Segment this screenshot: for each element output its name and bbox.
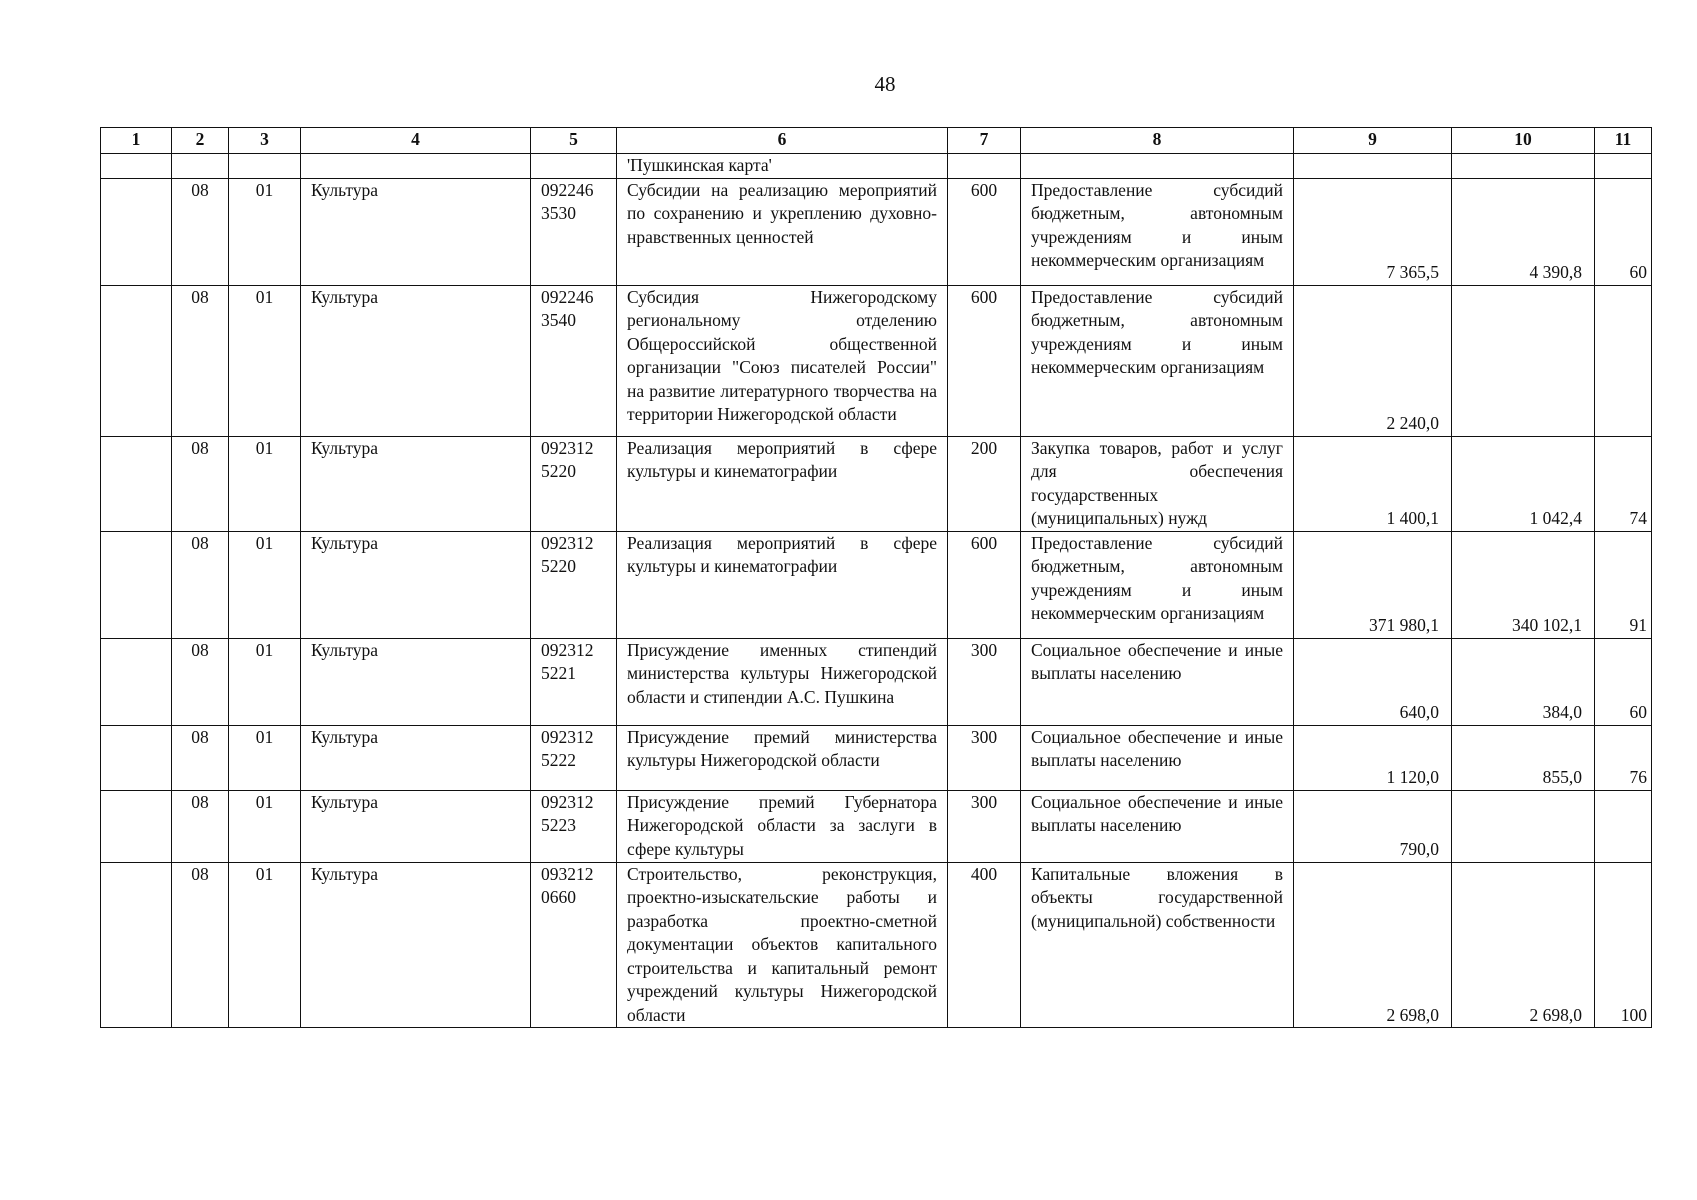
cell-col1 [101, 436, 172, 531]
planned-amount: 371 980,1 [1294, 531, 1452, 638]
expense-type-name: Предоставление субсидий бюджетным, автономным учреждениям и иным некоммерческим организациям [1021, 285, 1294, 436]
section-name: Культура [301, 725, 531, 790]
column-header: 5 [531, 128, 617, 154]
expense-name: Строительство, реконструкция, проектно-изыскательские работы и разработка проектно-сметной документации объектов капитального строительства и капитальный ремонт учреждений культуры Нижегородской области [617, 862, 948, 1028]
subsection-code: 01 [229, 790, 301, 862]
expense-type-name: Капитальные вложения в объекты государственной (муниципальной) собственности [1021, 862, 1294, 1028]
planned-amount: 640,0 [1294, 638, 1452, 725]
expense-type-name: Предоставление субсидий бюджетным, автономным учреждениям и иным некоммерческим организациям [1021, 178, 1294, 285]
target-article-code: 092312 5220 [531, 531, 617, 638]
column-header: 1 [101, 128, 172, 154]
page-number: 48 [874, 72, 896, 96]
column-header: 11 [1595, 128, 1652, 154]
expense-type-name: Социальное обеспечение и иные выплаты населению [1021, 638, 1294, 725]
budget-table [100, 127, 1652, 1028]
expense-type-code: 200 [948, 436, 1021, 531]
section-name: Культура [301, 862, 531, 1028]
planned-amount: 1 120,0 [1294, 725, 1452, 790]
executed-amount: 1 042,4 [1452, 436, 1595, 531]
column-number-row [101, 128, 1652, 154]
table-row [101, 862, 1652, 1028]
table-row [101, 285, 1652, 436]
table-row [101, 638, 1652, 725]
expense-type-code: 300 [948, 638, 1021, 725]
subsection-code: 01 [229, 725, 301, 790]
execution-percent: 74 [1595, 436, 1652, 531]
execution-percent: 76 [1595, 725, 1652, 790]
expense-type-code: 300 [948, 725, 1021, 790]
target-article-code: 092312 5223 [531, 790, 617, 862]
expense-name: Реализация мероприятий в сфере культуры и кинематографии [617, 436, 948, 531]
cell-col1 [101, 725, 172, 790]
table-row [101, 790, 1652, 862]
section-code: 08 [172, 285, 229, 436]
expense-type-code: 400 [948, 862, 1021, 1028]
section-name: Культура [301, 531, 531, 638]
continuation-text: 'Пушкинская карта' [617, 154, 948, 179]
table-row [101, 725, 1652, 790]
section-name: Культура [301, 638, 531, 725]
section-code: 08 [172, 862, 229, 1028]
execution-percent: 60 [1595, 178, 1652, 285]
planned-amount: 7 365,5 [1294, 178, 1452, 285]
column-header: 4 [301, 128, 531, 154]
expense-type-code: 600 [948, 531, 1021, 638]
column-header: 2 [172, 128, 229, 154]
expense-name: Присуждение премий министерства культуры Нижегородской области [617, 725, 948, 790]
expense-type-code: 300 [948, 790, 1021, 862]
cell-col1 [101, 638, 172, 725]
section-code: 08 [172, 790, 229, 862]
executed-amount [1452, 790, 1595, 862]
column-header: 6 [617, 128, 948, 154]
executed-amount: 855,0 [1452, 725, 1595, 790]
expense-type-code: 600 [948, 178, 1021, 285]
executed-amount: 384,0 [1452, 638, 1595, 725]
expense-type-name: Закупка товаров, работ и услуг для обеспечения государственных (муниципальных) нужд [1021, 436, 1294, 531]
cell-col1 [101, 790, 172, 862]
section-code: 08 [172, 725, 229, 790]
table-row [101, 436, 1652, 531]
cell-col1 [101, 285, 172, 436]
executed-amount: 340 102,1 [1452, 531, 1595, 638]
section-code: 08 [172, 178, 229, 285]
cell-col1 [101, 178, 172, 285]
subsection-code: 01 [229, 531, 301, 638]
subsection-code: 01 [229, 285, 301, 436]
section-name: Культура [301, 436, 531, 531]
expense-type-name: Социальное обеспечение и иные выплаты населению [1021, 790, 1294, 862]
executed-amount [1452, 285, 1595, 436]
target-article-code: 093212 0660 [531, 862, 617, 1028]
planned-amount: 1 400,1 [1294, 436, 1452, 531]
subsection-code: 01 [229, 436, 301, 531]
column-header: 10 [1452, 128, 1595, 154]
execution-percent [1595, 790, 1652, 862]
expense-name: Реализация мероприятий в сфере культуры и кинематографии [617, 531, 948, 638]
subsection-code: 01 [229, 178, 301, 285]
continuation-row [101, 154, 1652, 179]
section-code: 08 [172, 531, 229, 638]
subsection-code: 01 [229, 638, 301, 725]
executed-amount: 2 698,0 [1452, 862, 1595, 1028]
target-article-code: 092312 5222 [531, 725, 617, 790]
target-article-code: 092246 3540 [531, 285, 617, 436]
target-article-code: 092312 5220 [531, 436, 617, 531]
planned-amount: 790,0 [1294, 790, 1452, 862]
table-row [101, 531, 1652, 638]
table-row [101, 178, 1652, 285]
section-name: Культура [301, 790, 531, 862]
section-name: Культура [301, 178, 531, 285]
execution-percent [1595, 285, 1652, 436]
column-header: 8 [1021, 128, 1294, 154]
planned-amount: 2 240,0 [1294, 285, 1452, 436]
expense-name: Субсидия Нижегородскому региональному отделению Общероссийской общественной организации "Союз писателей России" на развитие литературного творчества на территории Нижегородской области [617, 285, 948, 436]
expense-name: Субсидии на реализацию мероприятий по сохранению и укреплению духовно-нравственных ценностей [617, 178, 948, 285]
cell-col1 [101, 862, 172, 1028]
column-header: 9 [1294, 128, 1452, 154]
executed-amount: 4 390,8 [1452, 178, 1595, 285]
subsection-code: 01 [229, 862, 301, 1028]
expense-type-code: 600 [948, 285, 1021, 436]
column-header: 7 [948, 128, 1021, 154]
expense-name: Присуждение премий Губернатора Нижегородской области за заслуги в сфере культуры [617, 790, 948, 862]
expense-name: Присуждение именных стипендий министерства культуры Нижегородской области и стипендии А.С. Пушкина [617, 638, 948, 725]
cell-col1 [101, 531, 172, 638]
target-article-code: 092312 5221 [531, 638, 617, 725]
expense-type-name: Социальное обеспечение и иные выплаты населению [1021, 725, 1294, 790]
execution-percent: 60 [1595, 638, 1652, 725]
planned-amount: 2 698,0 [1294, 862, 1452, 1028]
section-code: 08 [172, 638, 229, 725]
expense-type-name: Предоставление субсидий бюджетным, автономным учреждениям и иным некоммерческим организациям [1021, 531, 1294, 638]
section-code: 08 [172, 436, 229, 531]
execution-percent: 100 [1595, 862, 1652, 1028]
section-name: Культура [301, 285, 531, 436]
execution-percent: 91 [1595, 531, 1652, 638]
target-article-code: 092246 3530 [531, 178, 617, 285]
column-header: 3 [229, 128, 301, 154]
